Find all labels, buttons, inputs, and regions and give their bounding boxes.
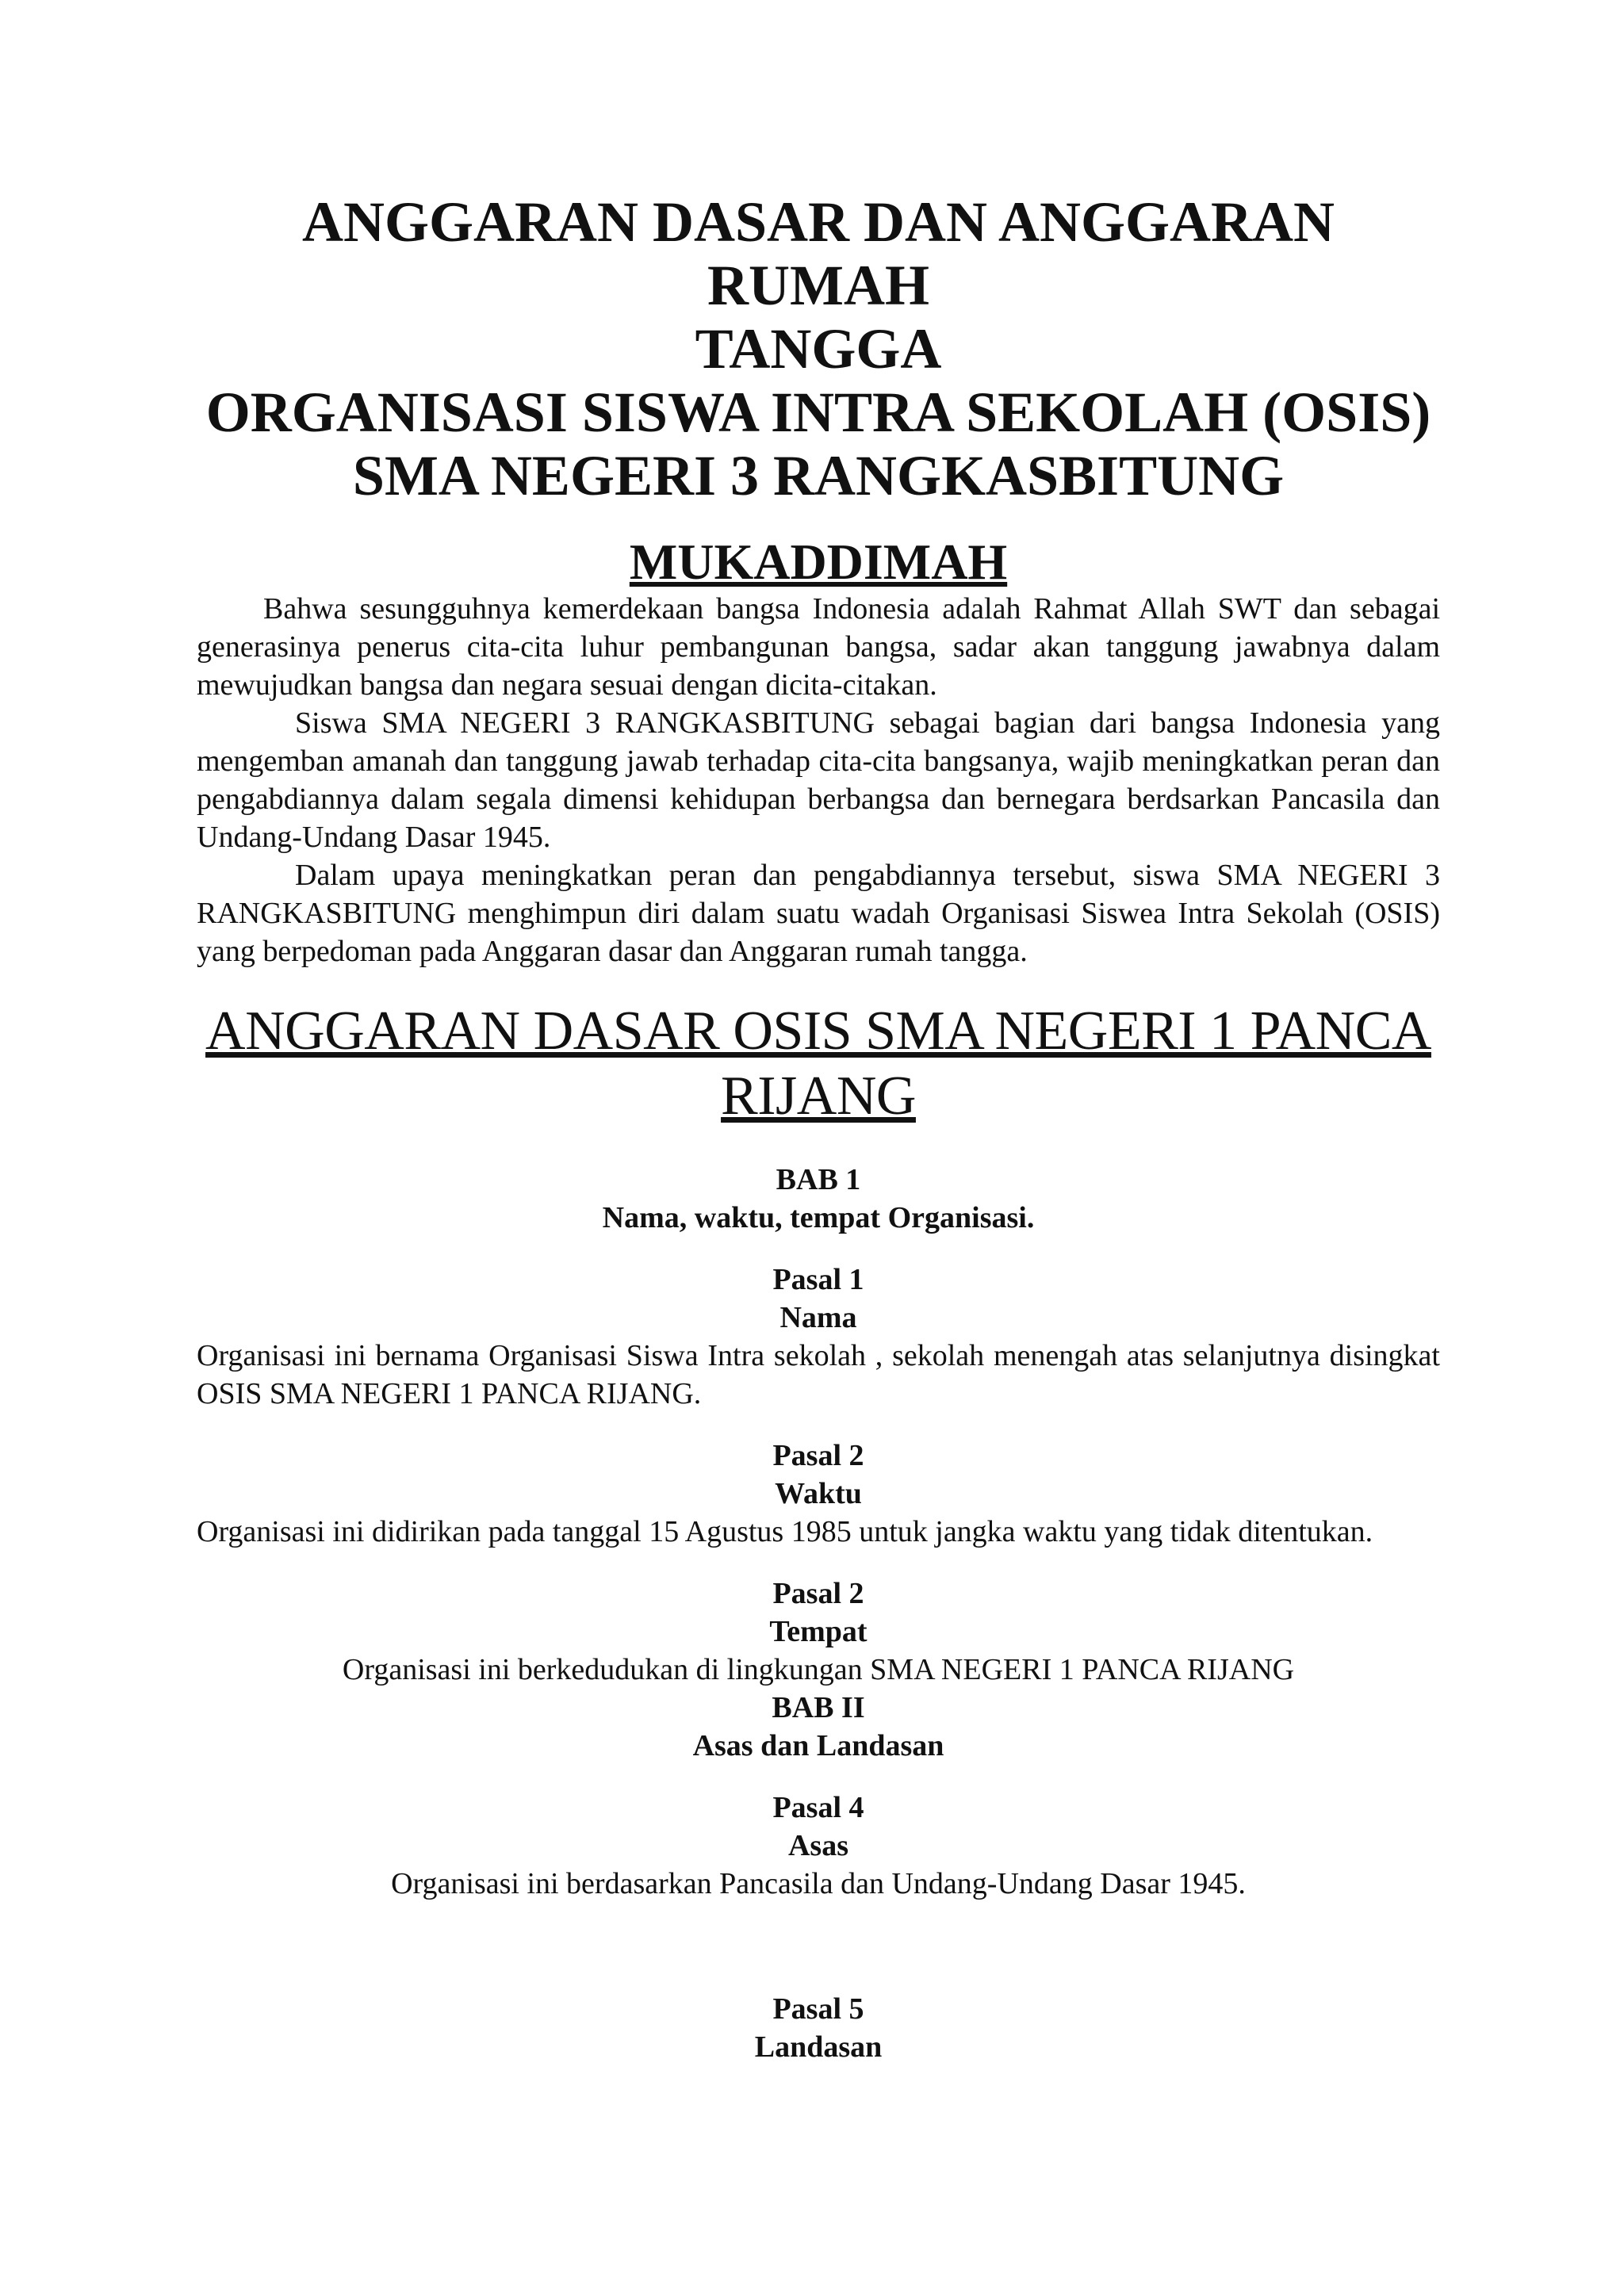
mukaddimah-section [197,534,1440,970]
mukaddimah-paragraph-3: Dalam upaya meningkatkan peran dan pengabdiannya tersebut, siswa SMA NEGERI 3 RANGKASBITUNG menghimpun diri dalam suatu wadah Organisasi Siswea Intra Sekolah (OSIS) yang berpedoman pada Anggaran dasar dan Anggaran rumah tangga. [197,859,1440,968]
pasal-5-label: Pasal 5 [772,1992,864,2026]
document-page [197,190,1440,2066]
mukaddimah-paragraph-2: Siswa SMA NEGERI 3 RANGKASBITUNG sebagai bagian dari bangsa Indonesia yang mengemban amanah dan tanggung jawab terhadap cita-cita bangsanya, wajib meningkatkan peran dan pengabdiannya dalam segala dimensi kehidupan berbangsa dan bernegara berdsarkan Pancasila dan Undang-Undang Dasar 1945. [197,706,1440,854]
pasal-1-text: Organisasi ini bernama Organisasi Siswa Intra sekolah , sekolah menengah atas selanjutnya disingkat OSIS SMA NEGERI 1 PANCA RIJANG. [197,1339,1440,1410]
anggaran-dasar-heading: ANGGARAN DASAR OSIS SMA NEGERI 1 PANCA RIJANG [205,1001,1431,1127]
mukaddimah-paragraph-1: Bahwa sesungguhnya kemerdekaan bangsa Indonesia adalah Rahmat Allah SWT dan sebagai generasinya penerus cita-cita luhur pembangunan bangsa, sadar akan tanggung jawabnya dalam mewujudkan bangsa dan negara sesuai dengan dicita-citakan. [197,592,1440,702]
pasal-4-label: Pasal 4 [772,1791,864,1824]
bab-1-label: BAB 1 [776,1163,861,1196]
anggaran-dasar-section [197,999,1440,2066]
pasal-2-tempat-label: Pasal 2 [772,1577,864,1610]
bab-1-title: Nama, waktu, tempat Organisasi. [602,1201,1035,1234]
title-line-2: TANGGA [695,317,942,381]
pasal-2-waktu-title: Waktu [775,1477,862,1510]
title-line-3: ORGANISASI SISWA INTRA SEKOLAH (OSIS) [205,381,1431,444]
pasal-2-tempat-title: Tempat [769,1615,868,1648]
pasal-5-title: Landasan [754,2030,883,2064]
title-line-4: SMA NEGERI 3 RANGKASBITUNG [352,444,1285,507]
pasal-4-text: Organisasi ini berdasarkan Pancasila dan Undang-Undang Dasar 1945. [391,1867,1246,1900]
bab-2-title: Asas dan Landasan [692,1729,944,1762]
pasal-1-label: Pasal 1 [772,1263,864,1296]
pasal-2-tempat-text: Organisasi ini berkedudukan di lingkungan SMA NEGERI 1 PANCA RIJANG [342,1653,1295,1686]
pasal-4-title: Asas [787,1829,849,1862]
pasal-2-waktu-text: Organisasi ini didirikan pada tanggal 15 Agustus 1985 untuk jangka waktu yang tidak ditentukan. [197,1515,1373,1548]
mukaddimah-heading: MUKADDIMAH [629,534,1008,590]
bab-2-label: BAB II [772,1691,865,1724]
document-title [197,190,1440,507]
pasal-1-title: Nama [779,1301,857,1334]
pasal-2-waktu-label: Pasal 2 [772,1439,864,1472]
title-line-1: ANGGARAN DASAR DAN ANGGARAN RUMAH [301,190,1335,317]
